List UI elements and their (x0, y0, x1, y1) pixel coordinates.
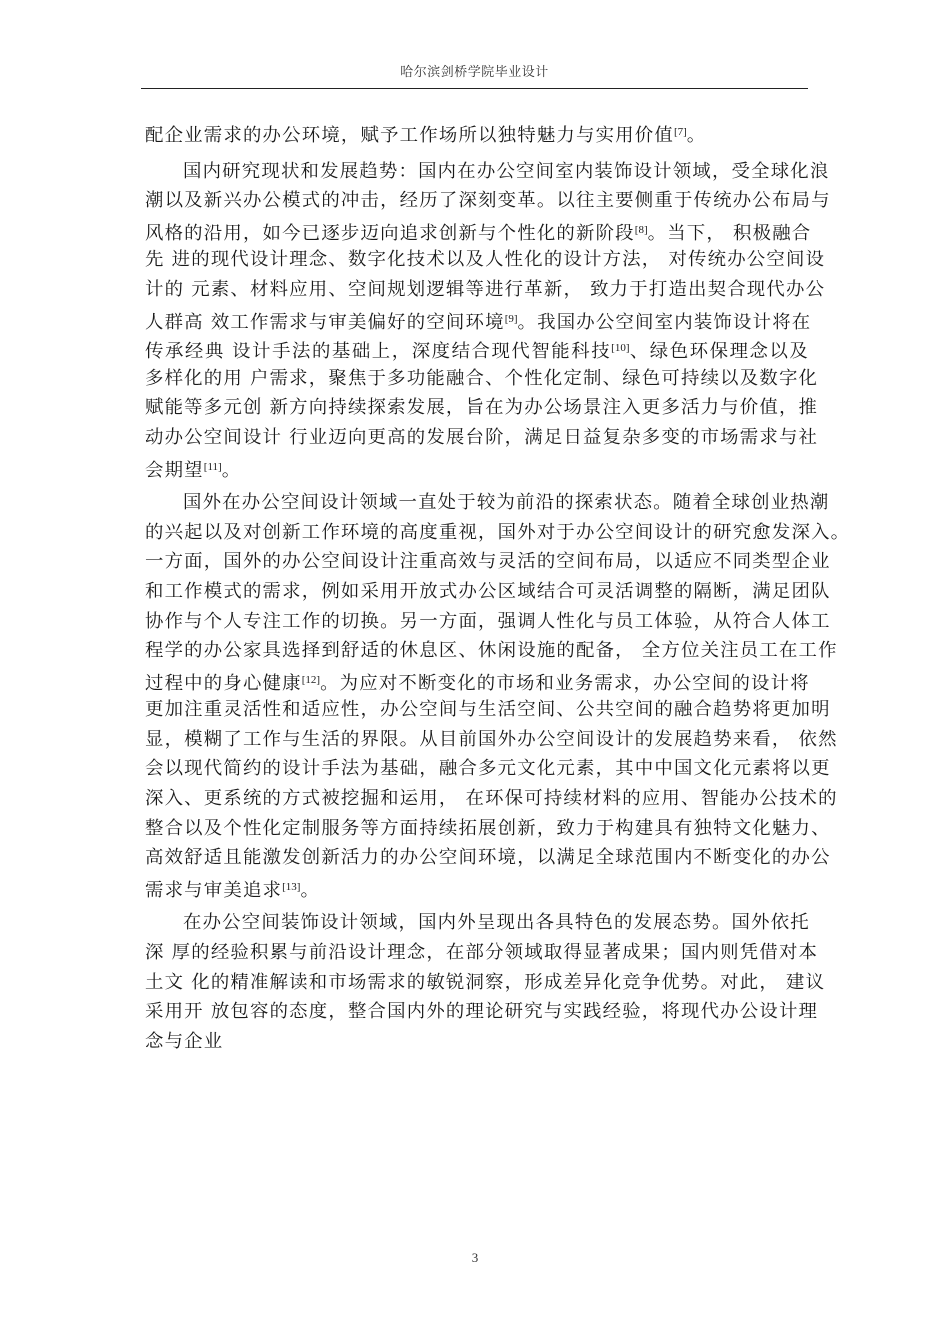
line-text: 风格的沿用，如今已逐步迈向追求创新与个性化的新阶段 (145, 222, 635, 244)
text-line (145, 666, 809, 696)
page-number: 3 (471, 1250, 479, 1265)
line-text: 动办公空间设计 行业迈向更高的发展台阶，满足日益复杂多变的市场需求与社 (145, 426, 819, 448)
line-text: 先 进的现代设计理念、数字化技术以及人性化的设计方法， 对传统办公空间设 (145, 249, 826, 271)
line-text: 和工作模式的需求，例如采用开放式办公区域结合可灵活调整的隔断，满足团队 (145, 580, 831, 602)
citation-reference: [10] (611, 342, 630, 355)
text-line (145, 186, 831, 216)
line-text: 程学的办公家具选择到舒适的休息区、休闲设施的配备， 全方位关注员工在工作 (145, 640, 838, 662)
line-text: 会以现代简约的设计手法为基础，融合多元文化元素，其中中国文化元素将以更 (145, 758, 831, 780)
text-line (145, 636, 838, 666)
line-text: 深 厚的经验积累与前沿设计理念，在部分领域取得显著成果；国内则凭借对本 (145, 942, 819, 964)
line-text: 国内研究现状和发展趋势：国内在办公空间室内装饰设计领域，受全球化浪 (183, 160, 830, 182)
line-text-tail: 。当下， 积极融合 (647, 222, 812, 244)
line-text: 一方面，国外的办公空间设计注重高效与灵活的空间布局，以适应不同类型企业 (145, 551, 831, 573)
line-text: 显，模糊了工作与生活的界限。从目前国外办公空间设计的发展趋势来看， 依然 (145, 728, 838, 750)
line-text: 传承经典 设计手法的基础上，深度结合现代智能科技 (145, 341, 612, 363)
text-line (145, 245, 826, 275)
text-line (145, 275, 826, 305)
line-text: 采用开 放包容的态度，整合国内外的理论研究与实践经验，将现代办公设计理 (145, 1001, 819, 1023)
text-line (145, 216, 812, 246)
text-line (145, 938, 819, 968)
line-text-tail: 。为应对不断变化的市场和业务需求，办公空间的设计将 (320, 672, 810, 694)
text-line (145, 908, 809, 938)
text-line (145, 695, 831, 725)
text-line (145, 784, 838, 814)
text-line (145, 453, 809, 483)
text-line (145, 488, 830, 518)
line-text: 高效舒适且能激发创新活力的办公空间环境，以满足全球范围内不断变化的办公 (145, 847, 831, 869)
text-line (145, 577, 831, 607)
document-body (145, 118, 851, 1056)
line-text: 更加注重灵活性和适应性，办公空间与生活空间、公共空间的融合趋势将更加明 (145, 699, 831, 721)
text-line (145, 873, 809, 903)
line-text-tail: 。 (221, 459, 242, 481)
line-text: 深入、更系统的方式被挖掘和运用， 在环保可持续材料的应用、智能办公技术的 (145, 788, 838, 810)
text-line (145, 157, 830, 187)
line-text: 人群高 效工作需求与审美偏好的空间环境 (145, 311, 505, 333)
page-header (141, 62, 808, 89)
paragraph (145, 908, 826, 1056)
line-text: 土文 化的精准解读和市场需求的敏锐洞察，形成差异化竞争优势。对此， 建议 (145, 971, 826, 993)
text-line (145, 725, 838, 755)
line-text: 赋能等多元创 新方向持续探索发展，旨在为办公场景注入更多活力与价值，推 (145, 397, 819, 419)
text-line (145, 754, 831, 784)
line-text-tail: 。 (300, 879, 321, 901)
line-text: 的兴起以及对创新工作环境的高度重视，国外对于办公空间设计的研究愈发深入。 (145, 521, 851, 543)
line-text: 念与企业 (145, 1030, 224, 1052)
citation-reference: [8] (634, 223, 648, 236)
header-title: 哈尔滨剑桥学院毕业设计 (400, 65, 549, 80)
citation-reference: [13] (282, 880, 301, 893)
line-text: 会期望 (145, 459, 204, 481)
text-line (145, 1027, 809, 1057)
text-line (145, 997, 819, 1027)
text-line (145, 393, 819, 423)
line-text-tail: 。我国办公空间室内装饰设计将在 (517, 311, 812, 333)
citation-reference: [7] (673, 126, 687, 138)
citation-reference: [12] (301, 673, 321, 686)
text-line (145, 547, 831, 577)
text-line (145, 843, 831, 873)
paragraph (145, 118, 809, 148)
line-text: 配企业需求的办公环境，赋予工作场所以独特魅力与实用价值 (145, 125, 674, 146)
line-text-tail: 、绿色环保理念以及 (629, 341, 809, 363)
line-text: 在办公空间装饰设计领域，国内外呈现出各具特色的发展态势。国外依托 (183, 912, 810, 934)
citation-reference: [11] (203, 460, 222, 473)
line-text: 国外在办公空间设计领域一直处于较为前沿的探索状态。随着全球创业热潮 (183, 492, 830, 514)
text-line (145, 423, 819, 453)
citation-reference: [9] (504, 312, 518, 325)
text-line (145, 364, 819, 394)
line-text: 过程中的身心健康 (145, 672, 302, 694)
text-line (145, 607, 831, 637)
text-line (145, 334, 809, 364)
line-text-tail: 。 (686, 125, 707, 146)
paragraph (145, 488, 851, 902)
text-line (145, 118, 809, 148)
text-line (145, 968, 826, 998)
text-line (145, 305, 812, 335)
text-line (145, 518, 851, 548)
line-text: 潮以及新兴办公模式的冲击，经历了深刻变革。以往主要侧重于传统办公布局与 (145, 190, 831, 212)
line-text: 需求与审美追求 (145, 879, 283, 901)
paragraph (145, 157, 831, 483)
line-text: 计的 元素、材料应用、空间规划逻辑等进行革新， 致力于打造出契合现代办公 (145, 278, 826, 300)
line-text: 协作与个人专注工作的切换。另一方面，强调人性化与员工体验，从符合人体工 (145, 610, 831, 632)
line-text: 整合以及个性化定制服务等方面持续拓展创新，致力于构建具有独特文化魅力、 (145, 817, 831, 839)
text-line (145, 814, 831, 844)
line-text: 多样化的用 户需求，聚焦于多功能融合、个性化定制、绿色可持续以及数字化 (145, 367, 819, 389)
